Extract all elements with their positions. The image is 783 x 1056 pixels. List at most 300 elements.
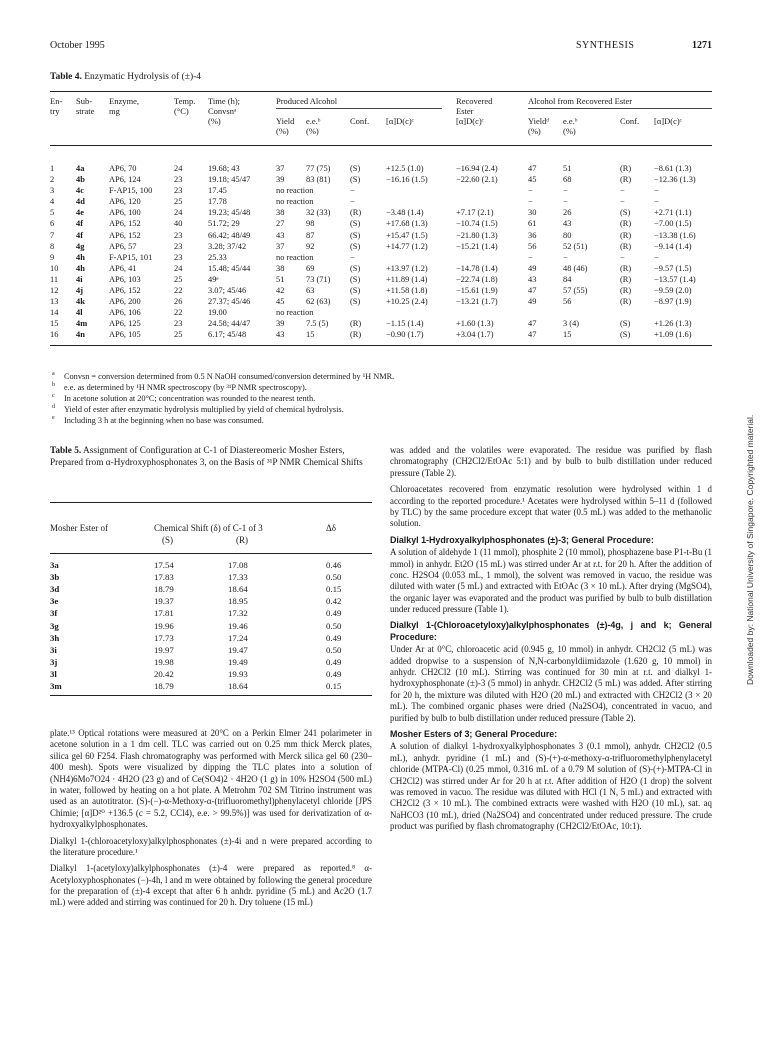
cell-ester-rotation: −22.74 (1.8) bbox=[456, 274, 498, 284]
cell-ester: 3j bbox=[50, 656, 58, 667]
col-header-temp: Temp. (°C) bbox=[174, 96, 196, 117]
col-header-yield: Yield (%) bbox=[276, 116, 295, 137]
cell-enzyme: AP6, 152 bbox=[109, 286, 141, 296]
cell-entry: 9 bbox=[50, 252, 55, 262]
cell-ee-b: − bbox=[563, 197, 568, 207]
cell-delta: 0.49 bbox=[326, 632, 342, 643]
cell-ee: 69 bbox=[306, 263, 315, 273]
cell-ee: 98 bbox=[306, 219, 315, 229]
cell-enzyme: AP6, 125 bbox=[109, 319, 141, 329]
col-header-yield-d: Yieldᵈ (%) bbox=[528, 116, 550, 137]
cell-rotation: +11.89 (1.4) bbox=[386, 274, 428, 284]
col-header-ee: e.e.ᵇ (%) bbox=[306, 116, 321, 137]
right-text-column bbox=[390, 445, 712, 838]
cell-yield-d: − bbox=[528, 252, 533, 262]
table4-body bbox=[50, 164, 712, 342]
col-header-delta: Δδ bbox=[326, 523, 337, 533]
table4-title bbox=[50, 72, 201, 84]
body-paragraph: plate.¹³ Optical rotations were measured at 20°C on a Perkin Elmer 241 polarimeter in acetone solution in a 1 dm cell. TLC was carried out on 0.25 mm thick Merck plates, silica gel 60 F254. Flash chromatography was performed with Merck silica gel 60 (230–400 mesh). Spots were visualized by dipping the TLC plates into a solution of (NH4)6Mo7O24 · 4H2O (23 g) and of Ce(SO4)2 · 4H2O (1 g) in 10% H2SO4 (500 mL) in water, followed by heating on a hot plate. A Metrohm 702 SM Titrino instrument was used as an autotitrator. (S)-(−)-α-Methoxy-α-(trifluoromethyl)phenylacetyl chloride [JPS Chimie; [α]D²⁰ +136.5 (c = 5.2, CCl4), e.e. > 99.5%)] was used for derivatization of α-hydroxyalkylphosphonates. bbox=[50, 728, 372, 830]
cell-time: 3.07; 45/46 bbox=[208, 286, 247, 296]
cell-ee-b: − bbox=[563, 252, 568, 262]
cell-substrate: 4c bbox=[76, 186, 84, 196]
cell-ee: 87 bbox=[306, 230, 315, 240]
cell-conf-2: − bbox=[620, 186, 625, 196]
cell-yield-d: − bbox=[528, 197, 533, 207]
cell-conf-2: (R) bbox=[620, 274, 632, 284]
cell-temp: 23 bbox=[174, 252, 183, 262]
cell-enzyme: F-AP15, 101 bbox=[109, 252, 153, 262]
cell-r-shift: 18.64 bbox=[228, 681, 248, 691]
cell-rotation-2: −9.57 (1.5) bbox=[654, 263, 692, 273]
cell-conf-2: (R) bbox=[620, 241, 632, 251]
cell-rotation-2: − bbox=[654, 186, 659, 196]
cell-ester-rotation: −16.94 (2.4) bbox=[456, 164, 498, 173]
cell-ee-b: 56 bbox=[563, 297, 572, 307]
cell-conf-2: (R) bbox=[620, 263, 632, 273]
cell-yield: 42 bbox=[276, 286, 285, 296]
cell-ester: 3b bbox=[50, 572, 60, 583]
footnote bbox=[52, 393, 316, 404]
footnote bbox=[52, 382, 307, 393]
cell-rotation-2: +2.71 (1.1) bbox=[654, 208, 692, 218]
cell-enzyme: AP6, 120 bbox=[109, 197, 141, 207]
cell-rotation: +11.58 (1.8) bbox=[386, 286, 428, 296]
cell-ester: 3l bbox=[50, 668, 57, 679]
cell-time: 24.58; 44/47 bbox=[208, 319, 251, 329]
cell-delta: 0.49 bbox=[326, 668, 342, 679]
cell-substrate: 4j bbox=[76, 286, 83, 296]
cell-time: 25.33 bbox=[208, 252, 227, 262]
table-row bbox=[50, 175, 712, 186]
cell-r-shift: 17.33 bbox=[228, 572, 248, 583]
table-row bbox=[50, 286, 712, 297]
cell-temp: 22 bbox=[174, 286, 183, 296]
table-row bbox=[50, 645, 372, 657]
cell-ester-rotation: −13.21 (1.7) bbox=[456, 297, 498, 307]
cell-conf: (S) bbox=[350, 164, 361, 173]
cell-delta: 0.50 bbox=[326, 620, 342, 631]
col-header-conf-2: Conf. bbox=[620, 116, 640, 126]
cell-temp: 25 bbox=[174, 330, 183, 340]
footnote-marker: b bbox=[52, 382, 55, 388]
cell-enzyme: AP6, 105 bbox=[109, 330, 141, 340]
cell-rotation-2: −9.59 (2.0) bbox=[654, 286, 692, 296]
cell-conf: (R) bbox=[350, 319, 362, 329]
cell-delta: 0.42 bbox=[326, 596, 342, 607]
cell-yield: no reaction bbox=[276, 186, 314, 196]
cell-yield: 43 bbox=[276, 330, 285, 340]
cell-s-shift: 17.81 bbox=[154, 608, 174, 619]
cell-ester: 3h bbox=[50, 632, 60, 643]
cell-substrate: 4n bbox=[76, 330, 85, 340]
cell-temp: 23 bbox=[174, 186, 183, 196]
cell-yield-d: 47 bbox=[528, 330, 537, 340]
cell-rotation: −3.48 (1.4) bbox=[386, 208, 424, 218]
table-row bbox=[50, 669, 372, 681]
cell-rotation-2: +1.09 (1.6) bbox=[654, 330, 692, 340]
cell-temp: 22 bbox=[174, 308, 183, 318]
cell-s-shift: 20.42 bbox=[154, 668, 174, 679]
table-row bbox=[50, 186, 712, 197]
table-row bbox=[50, 633, 372, 645]
cell-s-shift: 19.37 bbox=[154, 596, 174, 607]
cell-conf: (R) bbox=[350, 330, 362, 340]
footnote-marker: c bbox=[52, 393, 55, 399]
cell-conf-2: (S) bbox=[620, 208, 631, 218]
cell-s-shift: 19.98 bbox=[154, 656, 174, 667]
footnote-text: e.e. as determined by ¹H NMR spectroscopy (by ³¹P NMR spectroscopy). bbox=[64, 383, 307, 392]
cell-enzyme: AP6, 152 bbox=[109, 230, 141, 240]
cell-s-shift: 18.79 bbox=[154, 584, 174, 595]
table-row bbox=[50, 330, 712, 341]
cell-ester: 3f bbox=[50, 608, 58, 619]
table4 bbox=[50, 91, 712, 340]
body-paragraph: Dialkyl 1-(acetyloxy)alkylphosphonates (±)-4 were prepared as reported.⁸ α-Acetyloxyphosphonates (−)-4h, l and m were obtained by following the general procedure for the preparation of (±)-4 except that after 6 h anhdr. pyridine (5 mL) and Ac2O (1.7 mL) were added and stirring was continued for 20 h. Dry toluene (15 mL) bbox=[50, 863, 372, 908]
cell-r-shift: 17.24 bbox=[228, 632, 248, 643]
cell-temp: 23 bbox=[174, 241, 183, 251]
table-rule bbox=[50, 553, 372, 554]
cell-conf-2: (R) bbox=[620, 175, 632, 185]
cell-temp: 23 bbox=[174, 319, 183, 329]
cell-conf: − bbox=[350, 252, 355, 262]
body-paragraph: Chloroacetates recovered from enzymatic resolution were hydrolysed within 1 d according to the reported procedure.¹ Acetates were hydrolysed within 5–11 d (followed by TLC) by the same procedure except that water (0.5 mL) was added to the methanolic solution. bbox=[390, 484, 712, 529]
cell-yield: 27 bbox=[276, 219, 285, 229]
body-paragraph: Under Ar at 0°C, chloroacetic acid (0.945 g, 10 mmol) in anhydr. CH2Cl2 (5 mL) was added dropwise to a suspension of N,N-carbonyldiimidazole (1.620 g, 10 mmol) in anhydr. CH2Cl2 (10 mL). Stirring was continued for 30 min at r.t. and dialkyl 1-hydroxyphosphonate (±)-3 (5 mmol) in anhydr. CH2Cl2 (5 mL) was added. After stirring for 20 h, the mixture was diluted with H2O (20 mL) and extracted with CH2Cl2 (3 × 20 mL). The combined organic phases were dried (Na2SO4), concentrated in vacuo, and purified by bulb to bulb distillation under reduced pressure (Table 2). bbox=[390, 644, 712, 723]
cell-entry: 14 bbox=[50, 308, 59, 318]
cell-yield-d: 43 bbox=[528, 274, 537, 284]
cell-ester-rotation: −22.60 (2.1) bbox=[456, 175, 498, 185]
cell-yield: 45 bbox=[276, 297, 285, 307]
footnote-text: In acetone solution at 20°C; concentration was rounded to the nearest tenth. bbox=[64, 394, 316, 403]
cell-rotation-2: +1.26 (1.3) bbox=[654, 319, 692, 329]
footnote-text: Including 3 h at the beginning when no base was consumed. bbox=[64, 416, 264, 425]
table-row bbox=[50, 164, 712, 175]
cell-r-shift: 17.32 bbox=[228, 608, 248, 619]
footnote bbox=[52, 404, 344, 415]
table4-label: Table 4. bbox=[50, 72, 82, 82]
cell-conf: (S) bbox=[350, 230, 361, 240]
table-row bbox=[50, 242, 712, 253]
cell-yield: no reaction bbox=[276, 308, 314, 318]
cell-enzyme: F-AP15, 100 bbox=[109, 186, 153, 196]
cell-enzyme: AP6, 57 bbox=[109, 241, 137, 251]
cell-substrate: 4h bbox=[76, 252, 85, 262]
cell-s-shift: 17.54 bbox=[154, 560, 174, 570]
section-heading: Dialkyl 1-(Chloroacetyloxy)alkylphosphonates (±)-4g, j and k; General Procedure: bbox=[390, 620, 712, 642]
cell-ee: 92 bbox=[306, 241, 315, 251]
cell-yield-d: 49 bbox=[528, 263, 537, 273]
cell-yield: 37 bbox=[276, 164, 285, 173]
cell-delta: 0.49 bbox=[326, 656, 342, 667]
cell-rotation: +15.47 (1.5) bbox=[386, 230, 428, 240]
cell-enzyme: AP6, 70 bbox=[109, 164, 137, 173]
cell-ee-b: 80 bbox=[563, 230, 572, 240]
cell-ee-b: 57 (55) bbox=[563, 286, 588, 296]
cell-time: 19.68; 43 bbox=[208, 164, 240, 173]
cell-substrate: 4f bbox=[76, 219, 83, 229]
cell-substrate: 4b bbox=[76, 175, 85, 185]
cell-yield: 38 bbox=[276, 263, 285, 273]
cell-conf-2: (R) bbox=[620, 297, 632, 307]
cell-ester-rotation: −21.80 (1.3) bbox=[456, 230, 498, 240]
cell-conf-2: (R) bbox=[620, 164, 632, 173]
table5-title bbox=[50, 445, 372, 469]
col-header-entry: En- try bbox=[50, 96, 63, 117]
cell-time: 19.18; 45/47 bbox=[208, 175, 251, 185]
cell-rotation-2: − bbox=[654, 252, 659, 262]
cell-conf-2: (R) bbox=[620, 219, 632, 229]
footnote-marker: d bbox=[52, 404, 55, 410]
col-header-s: (S) bbox=[162, 535, 173, 545]
cell-delta: 0.50 bbox=[326, 572, 342, 583]
footnote bbox=[52, 415, 264, 426]
col-header-mosher-ester: Mosher Ester of bbox=[50, 523, 108, 533]
table-row bbox=[50, 596, 372, 608]
table-rule bbox=[50, 91, 712, 92]
col-header-conf: Conf. bbox=[350, 116, 370, 126]
cell-ee-b: 52 (51) bbox=[563, 241, 588, 251]
col-header-ee-b: e.e.ᵇ (%) bbox=[563, 116, 578, 137]
table-row bbox=[50, 231, 712, 242]
cell-time: 17.45 bbox=[208, 186, 227, 196]
table-row bbox=[50, 621, 372, 633]
cell-temp: 24 bbox=[174, 263, 183, 273]
section-heading: Mosher Esters of 3; General Procedure: bbox=[390, 728, 558, 739]
cell-s-shift: 17.73 bbox=[154, 632, 174, 643]
cell-ee-b: 3 (4) bbox=[563, 319, 580, 329]
cell-rotation: +14.77 (1.2) bbox=[386, 241, 428, 251]
cell-ee: 77 (75) bbox=[306, 164, 331, 173]
cell-substrate: 4d bbox=[76, 197, 85, 207]
table-row bbox=[50, 657, 372, 669]
issue-date: October 1995 bbox=[50, 40, 105, 51]
cell-rotation: +17.68 (1.3) bbox=[386, 219, 428, 229]
cell-temp: 24 bbox=[174, 164, 183, 173]
cell-conf: − bbox=[350, 186, 355, 196]
cell-ester-rotation: +3.04 (1.7) bbox=[456, 330, 494, 340]
cell-ester-rotation: −15.21 (1.4) bbox=[456, 241, 498, 251]
cell-ee-b: 68 bbox=[563, 175, 572, 185]
cell-ester-rotation: +1.60 (1.3) bbox=[456, 319, 494, 329]
cell-r-shift: 18.95 bbox=[228, 596, 248, 607]
cell-s-shift: 19.96 bbox=[154, 620, 174, 631]
cell-ester: 3g bbox=[50, 620, 59, 631]
cell-ester: 3d bbox=[50, 584, 60, 595]
col-header-produced-alcohol: Produced Alcohol bbox=[276, 96, 338, 106]
body-paragraph: A solution of aldehyde 1 (11 mmol), phosphite 2 (10 mmol), phosphazene base P1-t-Bu (1 mmol) in anhydr. Et2O (15 mL) was stirred under Ar at r.t. for 20 h. After the addition of conc. H2SO4 (0.053 mL, 1 mmol), the solvent was removed in vacuo, the residue was diluted with water (5 mL) and extracted with EtOAc (3 × 10 mL). After drying (MgSO4), the organic layer was evaporated and the product was purified by bulb to bulb distillation under reduced pressure (Table 1). bbox=[390, 547, 712, 615]
cell-entry: 3 bbox=[50, 186, 55, 196]
col-header-enzyme: Enzyme, mg bbox=[109, 96, 139, 117]
cell-substrate: 4e bbox=[76, 208, 84, 218]
body-paragraph: A solution of dialkyl 1-hydroxyalkylphosphonates 3 (0.1 mmol), anhydr. CH2Cl2 (0.5 mL), anhydr. pyridine (1 mL) and (S)-(+)-α-methoxy-α-trifluoromethylphenylacetyl chloride (MTPA-Cl) (0.25 mmol, 0.316 mL of a 0.79 M solution of (S)-(+)-MTPA-Cl in CH2Cl2) was stirred under Ar for 20 h at r.t. After addition of H2O (1 drop) the solvent was removed in vacuo. The residue was diluted with HCl (1 N, 5 mL) and extracted with CH2Cl2 (3 × 10 mL). The combined extracts were washed with H2O (10 mL), sat. aq NaHCO3 (10 mL), dried (Na2SO4) and concentrated under reduced pressure. The crude product was purified by flash chromatography (CH2Cl2/EtOAc, 10:1). bbox=[390, 741, 712, 832]
table-rule bbox=[50, 695, 372, 696]
cell-ee-b: 26 bbox=[563, 208, 572, 218]
cell-r-shift: 18.64 bbox=[228, 584, 248, 595]
table-row bbox=[50, 319, 712, 330]
cell-rotation: +10.25 (2.4) bbox=[386, 297, 428, 307]
cell-yield-d: 45 bbox=[528, 175, 537, 185]
cell-yield-d: 47 bbox=[528, 286, 537, 296]
cell-yield: 38 bbox=[276, 208, 285, 218]
cell-entry: 16 bbox=[50, 330, 59, 340]
cell-ee-b: − bbox=[563, 186, 568, 196]
cell-conf: (S) bbox=[350, 219, 361, 229]
cell-substrate: 4i bbox=[76, 274, 83, 284]
cell-ester-rotation: −14.78 (1.4) bbox=[456, 263, 498, 273]
footnote-text: Yield of ester after enzymatic hydrolysis multiplied by yield of chemical hydrolysis. bbox=[64, 405, 344, 414]
table-row bbox=[50, 584, 372, 596]
cell-rotation-2: −8.97 (1.9) bbox=[654, 297, 692, 307]
table-row bbox=[50, 264, 712, 275]
cell-conf: (S) bbox=[350, 274, 361, 284]
cell-ee-b: 43 bbox=[563, 219, 572, 229]
cell-enzyme: AP6, 100 bbox=[109, 208, 141, 218]
cell-yield-d: − bbox=[528, 186, 533, 196]
cell-conf: − bbox=[350, 197, 355, 207]
cell-ee: 83 (81) bbox=[306, 175, 331, 185]
cell-enzyme: AP6, 200 bbox=[109, 297, 141, 307]
cell-ester: 3a bbox=[50, 560, 59, 570]
table-row bbox=[50, 308, 712, 319]
cell-entry: 11 bbox=[50, 274, 59, 284]
table-row bbox=[50, 208, 712, 219]
cell-ester: 3m bbox=[50, 681, 62, 691]
cell-delta: 0.15 bbox=[326, 681, 342, 691]
col-header-rotation-2: [α]D(c)ᶜ bbox=[654, 116, 682, 126]
cell-ee: 73 (71) bbox=[306, 274, 331, 284]
cell-ee: 7.5 (5) bbox=[306, 319, 329, 329]
cell-entry: 7 bbox=[50, 230, 55, 240]
cell-rotation: +13.97 (1.2) bbox=[386, 263, 428, 273]
cell-conf: (R) bbox=[350, 208, 362, 218]
body-paragraph: Dialkyl 1-(chloroacetyloxy)alkylphosphonates (±)-4i and n were prepared according to the literature procedure.¹ bbox=[50, 835, 372, 857]
left-text-column bbox=[50, 728, 372, 914]
cell-substrate: 4m bbox=[76, 319, 88, 329]
cell-ee-b: 48 (46) bbox=[563, 263, 588, 273]
section-heading: Dialkyl 1-Hydroxyalkylphosphonates (±)-3; General Procedure: bbox=[390, 534, 654, 545]
table-rule bbox=[50, 345, 712, 346]
cell-rotation-2: −13.38 (1.6) bbox=[654, 230, 696, 240]
table-row bbox=[50, 197, 712, 208]
col-header-chemical-shift: Chemical Shift (δ) of C-1 of 3 bbox=[154, 523, 263, 533]
cell-substrate: 4h bbox=[76, 263, 85, 273]
col-header-time: Time (h); Convsnᵃ (%) bbox=[208, 96, 241, 127]
cell-time: 15.48; 45/44 bbox=[208, 263, 251, 273]
cell-entry: 15 bbox=[50, 319, 59, 329]
col-header-r: (R) bbox=[236, 535, 248, 545]
cell-temp: 25 bbox=[174, 274, 183, 284]
cell-entry: 1 bbox=[50, 164, 55, 173]
cell-yield: no reaction bbox=[276, 197, 314, 207]
cell-ee-b: 51 bbox=[563, 164, 572, 173]
cell-yield: no reaction bbox=[276, 252, 314, 262]
cell-ee: 63 bbox=[306, 286, 315, 296]
cell-rotation-2: −9.14 (1.4) bbox=[654, 241, 692, 251]
cell-yield: 39 bbox=[276, 175, 285, 185]
cell-enzyme: AP6, 152 bbox=[109, 219, 141, 229]
cell-conf: (S) bbox=[350, 286, 361, 296]
cell-rotation-2: −7.00 (1.5) bbox=[654, 219, 692, 229]
table5-caption: Assignment of Configuration at C-1 of Diastereomeric Mosher Esters, Prepared from α-Hydroxyphosphonates 3, on the Basis of ³¹P NMR Chemical Shifts bbox=[50, 446, 363, 469]
table-row bbox=[50, 219, 712, 230]
col-header-rotation: [α]D(c)ᶜ bbox=[386, 116, 414, 126]
table-row bbox=[50, 253, 712, 264]
cell-time: 19.00 bbox=[208, 308, 227, 318]
cell-time: 49ᵉ bbox=[208, 274, 219, 284]
cell-temp: 23 bbox=[174, 230, 183, 240]
cell-entry: 13 bbox=[50, 297, 59, 307]
cell-rotation-2: −13.57 (1.4) bbox=[654, 274, 696, 284]
cell-ester-rotation: −10.74 (1.5) bbox=[456, 219, 498, 229]
cell-ester: 3e bbox=[50, 596, 59, 607]
cell-yield-d: 47 bbox=[528, 319, 537, 329]
table-row bbox=[50, 681, 372, 693]
cell-time: 66.42; 48/49 bbox=[208, 230, 251, 240]
cell-rotation-2: −8.61 (1.3) bbox=[654, 164, 692, 173]
footnote-text: Convsn = conversion determined from 0.5 N NaOH consumed/conversion determined by ¹H NMR. bbox=[64, 372, 395, 381]
body-paragraph: was added and the volatiles were evaporated. The residue was purified by flash chromatography (CH2Cl2/EtOAc 5:1) and by bulb to bulb distillation under reduced pressure (Table 2). bbox=[390, 445, 712, 478]
cell-entry: 10 bbox=[50, 263, 59, 273]
table4-caption: Enzymatic Hydrolysis of (±)-4 bbox=[81, 72, 202, 82]
cell-delta: 0.15 bbox=[326, 584, 342, 595]
cell-conf-2: (R) bbox=[620, 286, 632, 296]
footnote-marker: a bbox=[52, 371, 55, 377]
cell-delta: 0.50 bbox=[326, 644, 342, 655]
cell-time: 3.28; 37/42 bbox=[208, 241, 247, 251]
cell-enzyme: AP6, 103 bbox=[109, 274, 141, 284]
cell-substrate: 4a bbox=[76, 164, 85, 173]
table5-label: Table 5. bbox=[50, 446, 82, 456]
cell-yield: 43 bbox=[276, 230, 285, 240]
cell-entry: 12 bbox=[50, 286, 59, 296]
table-row bbox=[50, 560, 372, 572]
table-rule bbox=[50, 145, 712, 146]
cell-r-shift: 19.46 bbox=[228, 620, 248, 631]
journal-name: SYNTHESIS bbox=[576, 40, 635, 51]
copyright-side-note: Downloaded by: National University of Singapore. Copyrighted material. bbox=[745, 414, 755, 685]
cell-yield: 37 bbox=[276, 241, 285, 251]
cell-conf: (S) bbox=[350, 297, 361, 307]
cell-substrate: 4l bbox=[76, 308, 83, 318]
cell-delta: 0.46 bbox=[326, 560, 342, 570]
table-row bbox=[50, 572, 372, 584]
page-number: 1271 bbox=[692, 40, 712, 51]
cell-yield-d: 56 bbox=[528, 241, 537, 251]
cell-r-shift: 19.93 bbox=[228, 668, 248, 679]
cell-conf-2: − bbox=[620, 197, 625, 207]
cell-temp: 25 bbox=[174, 197, 183, 207]
cell-ee: 15 bbox=[306, 330, 315, 340]
cell-ester-rotation: +7.17 (2.1) bbox=[456, 208, 494, 218]
footnote-marker: e bbox=[52, 415, 55, 421]
cell-s-shift: 18.79 bbox=[154, 681, 174, 691]
cell-rotation: +12.5 (1.0) bbox=[386, 164, 424, 173]
cell-conf-2: (S) bbox=[620, 330, 631, 340]
footnote bbox=[52, 371, 395, 382]
cell-time: 17.78 bbox=[208, 197, 227, 207]
cell-entry: 4 bbox=[50, 197, 55, 207]
cell-time: 6.17; 45/48 bbox=[208, 330, 247, 340]
cell-entry: 5 bbox=[50, 208, 55, 218]
cell-yield-d: 30 bbox=[528, 208, 537, 218]
table-row bbox=[50, 608, 372, 620]
cell-entry: 2 bbox=[50, 175, 55, 185]
cell-enzyme: AP6, 124 bbox=[109, 175, 141, 185]
cell-yield-d: 47 bbox=[528, 164, 537, 173]
cell-yield-d: 61 bbox=[528, 219, 537, 229]
cell-conf-2: (S) bbox=[620, 319, 631, 329]
cell-ee: 62 (63) bbox=[306, 297, 331, 307]
